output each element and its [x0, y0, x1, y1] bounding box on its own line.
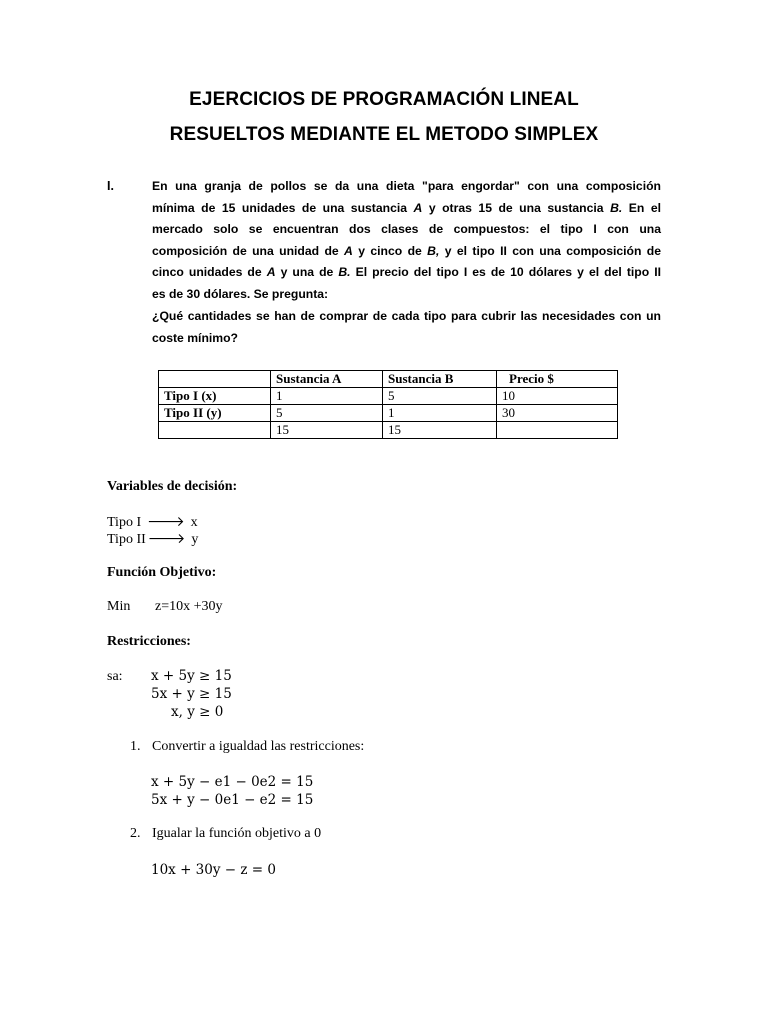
table-header-cell: Sustancia A	[271, 371, 383, 388]
table-row	[159, 422, 618, 439]
table-cell: 5	[383, 388, 497, 405]
table-header-cell: Precio $	[497, 371, 618, 388]
problem-line-5: cinco unidades de A y una de B. El precio del tipo I es de 10 dólares y el del tipo II	[152, 265, 661, 279]
constraints-heading: Restricciones:	[107, 634, 191, 649]
table-header-cell	[159, 371, 271, 388]
step-2-equation-1: 10x + 30y − z = 0	[151, 862, 276, 878]
problem-line-6: es de 30 dólares. Se pregunta:	[152, 286, 329, 301]
table-cell: 30	[497, 405, 618, 422]
step-1-equation-2: 5x + y − 0e1 − e2 = 15	[151, 792, 314, 808]
table-cell: 5	[271, 405, 383, 422]
table-header-cell: Sustancia B	[383, 371, 497, 388]
problem-line-3: mercado solo se encuentran dos clases de compuestos: el tipo I con una	[152, 222, 661, 236]
table-cell: 15	[383, 422, 497, 439]
constraints-sa-label: sa:	[107, 669, 123, 684]
arrow-right-icon: 🡒	[147, 515, 185, 530]
table-row	[159, 388, 618, 405]
constraint-3: x, y ≥ 0	[171, 704, 224, 720]
problem-line-1: En una granja de pollos se da una dieta "para engordar" con una composición	[152, 179, 661, 193]
objective-min-label: Min	[107, 599, 131, 614]
step-2-text: Igualar la función objetivo a 0	[152, 826, 322, 841]
step-1-equation-1: x + 5y − e1 − 0e2 = 15	[151, 774, 314, 790]
step-1-text: Convertir a igualdad las restricciones:	[152, 739, 365, 754]
table-cell: Tipo I (x)	[159, 388, 271, 405]
decision-item-2: Tipo II 🡒 y	[107, 532, 199, 547]
objective-expression: z=10x +30y	[155, 599, 223, 614]
table-cell: 15	[271, 422, 383, 439]
objective-heading: Función Objetivo:	[107, 565, 217, 580]
table-cell: Tipo II (y)	[159, 405, 271, 422]
problem-line-2: mínima de 15 unidades de una sustancia A y otras 15 de una sustancia B. En el	[152, 200, 661, 215]
table-cell	[159, 422, 271, 439]
table-cell	[497, 422, 618, 439]
title-line-1: EJERCICIOS DE PROGRAMACIÓN LINEAL	[189, 89, 579, 110]
table-cell: 1	[271, 388, 383, 405]
table-cell: 10	[497, 388, 618, 405]
constraint-1: x + 5y ≥ 15	[151, 668, 232, 684]
problem-line-7: ¿Qué cantidades se han de comprar de cada tipo para cubrir las necesidades con un	[152, 309, 661, 323]
problem-number: I.	[107, 179, 114, 193]
problem-line-4: composición de una unidad de A y cinco de B, y el tipo II con una composición de	[152, 243, 662, 258]
decision-heading: Variables de decisión:	[107, 479, 238, 494]
table-cell: 1	[383, 405, 497, 422]
table-header-row	[159, 371, 618, 388]
arrow-right-icon: 🡒	[147, 532, 186, 547]
decision-item-1: Tipo I 🡒 x	[107, 515, 198, 530]
data-table	[158, 370, 618, 439]
step-1-number: 1.	[130, 739, 141, 754]
constraint-2: 5x + y ≥ 15	[151, 686, 232, 702]
step-2-number: 2.	[130, 826, 141, 841]
table-row	[159, 405, 618, 422]
problem-line-8: coste mínimo?	[152, 330, 239, 345]
title-line-2: RESUELTOS MEDIANTE EL METODO SIMPLEX	[169, 124, 599, 145]
